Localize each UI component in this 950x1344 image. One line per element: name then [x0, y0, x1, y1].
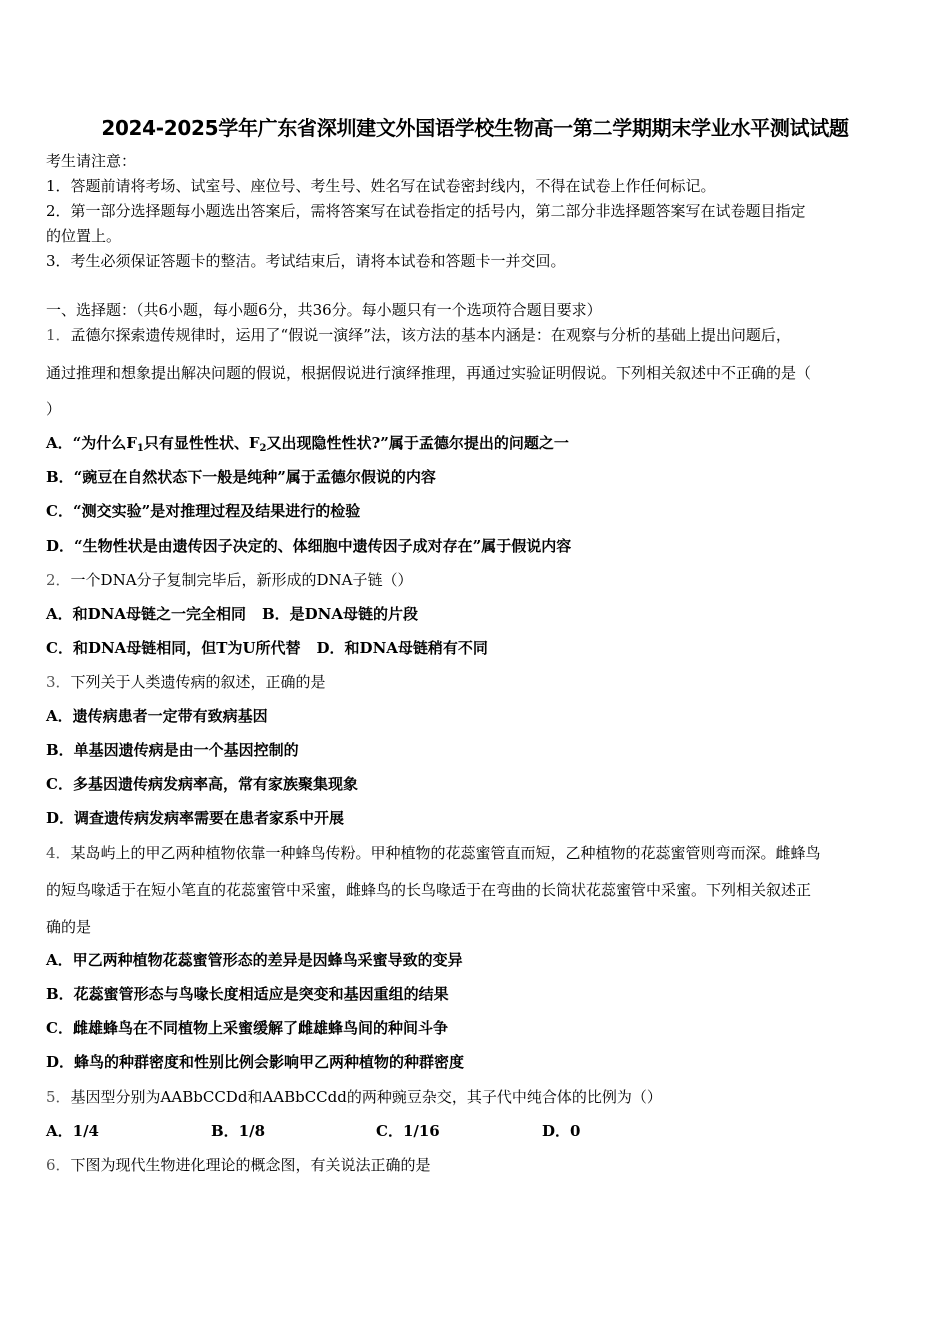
notice-heading: 考生请注意： [46, 152, 137, 170]
section-heading: 一、选择题：（共6小题，每小题6分，共36分。每小题只有一个选项符合题目要求） [46, 301, 602, 319]
question-1-number: 1． [46, 326, 71, 344]
question-4-option-a: A．甲乙两种植物花蕊蜜管形态的差异是因蜂鸟采蜜导致的变异 [46, 951, 463, 969]
question-1-option-a: A．“为什么$F_1$只有显性性状、$F_2$又出现隐性性状?”属于孟德尔提出的问题之一 [46, 434, 569, 454]
question-2-options-ab [46, 604, 418, 624]
question-1-option-c: C．“测交实验”是对推理过程及结果进行的检验 [46, 502, 361, 520]
question-3-option-b: B．单基因遗传病是由一个基因控制的 [46, 741, 299, 759]
question-3-option-a: A．遗传病患者一定带有致病基因 [46, 707, 268, 725]
notice-item-2-cont: 的位置上。 [46, 227, 122, 245]
question-2-option-b: B．是DNA母链的片段 [262, 605, 419, 623]
question-4-line-2: 的短鸟喙适于在短小笔直的花蕊蜜管中采蜜，雌蜂鸟的长鸟喙适于在弯曲的长筒状花蕊蜜管中采蜜。下列相关叙述正 [46, 881, 812, 899]
question-5-option-b: B．1/8 [211, 1122, 266, 1140]
question-6-stem: 6．下图为现代生物进化理论的概念图，有关说法正确的是 [46, 1156, 431, 1174]
notice-item-3: 3．考生必须保证答题卡的整洁。考试结束后，请将本试卷和答题卡一并交回。 [46, 252, 566, 270]
question-1-line-3: ） [46, 400, 62, 418]
question-2-options-cd [46, 638, 488, 658]
notice-item-2: 2．第一部分选择题每小题选出答案后，需将答案写在试卷指定的括号内，第二部分非选择题答案写在试卷题目指定 [46, 202, 806, 220]
question-2-stem: 2．一个DNA分子复制完毕后，新形成的DNA子链（） [46, 571, 413, 589]
page-title: 2024-2025学年广东省深圳建文外国语学校生物高一第二学期期末学业水平测试试题 [101, 116, 849, 140]
question-3-option-d: D．调查遗传病发病率需要在患者家系中开展 [46, 809, 345, 827]
question-1-option-b: B．“豌豆在自然状态下一般是纯种”属于孟德尔假说的内容 [46, 468, 436, 486]
question-4-option-b: B．花蕊蜜管形态与鸟喙长度相适应是突变和基因重组的结果 [46, 985, 449, 1003]
question-2-option-d: D．和DNA母链稍有不同 [316, 639, 488, 657]
question-4-line-1: 4．某岛屿上的甲乙两种植物依靠一种蜂鸟传粉。甲种植物的花蕊蜜管直而短，乙种植物的花蕊蜜管则弯而深。雌蜂鸟 [46, 844, 821, 862]
question-4-line-3: 确的是 [46, 918, 92, 936]
question-5-option-c: C．1/16 [376, 1122, 440, 1140]
question-5-option-d: D．0 [542, 1122, 581, 1140]
question-3-option-c: C．多基因遗传病发病率高，常有家族聚集现象 [46, 775, 358, 793]
question-4-option-c: C．雌雄蜂鸟在不同植物上采蜜缓解了雌雄蜂鸟间的种间斗争 [46, 1019, 448, 1037]
question-3-stem: 3．下列关于人类遗传病的叙述，正确的是 [46, 673, 326, 691]
question-5-option-a: A．1/4 [46, 1122, 99, 1140]
question-4-option-d: D．蜂鸟的种群密度和性别比例会影响甲乙两种植物的种群密度 [46, 1053, 465, 1071]
question-2-option-a: A．和DNA母链之一完全相同 [46, 605, 246, 623]
question-1-option-d: D．“生物性状是由遗传因子决定的、体细胞中遗传因子成对存在”属于假说内容 [46, 537, 572, 555]
notice-item-1: 1．答题前请将考场、试室号、座位号、考生号、姓名写在试卷密封线内，不得在试卷上作任何标记。 [46, 177, 716, 195]
question-2-option-c: C．和DNA母链相同，但T为U所代替 [46, 639, 301, 657]
question-5-stem: 5．基因型分别为AABbCCDd和AABbCCdd的两种豌豆杂交，其子代中纯合体的比例为（） [46, 1088, 662, 1106]
question-1-line-1: 1．孟德尔探索遗传规律时，运用了“假说一演绎”法，该方法的基本内涵是：在观察与分析的基础上提出问题后， [46, 326, 791, 344]
question-1-line-2: 通过推理和想象提出解决问题的假说，根据假说进行演绎推理，再通过实验证明假说。下列相关叙述中不正确的是（ [46, 364, 812, 382]
